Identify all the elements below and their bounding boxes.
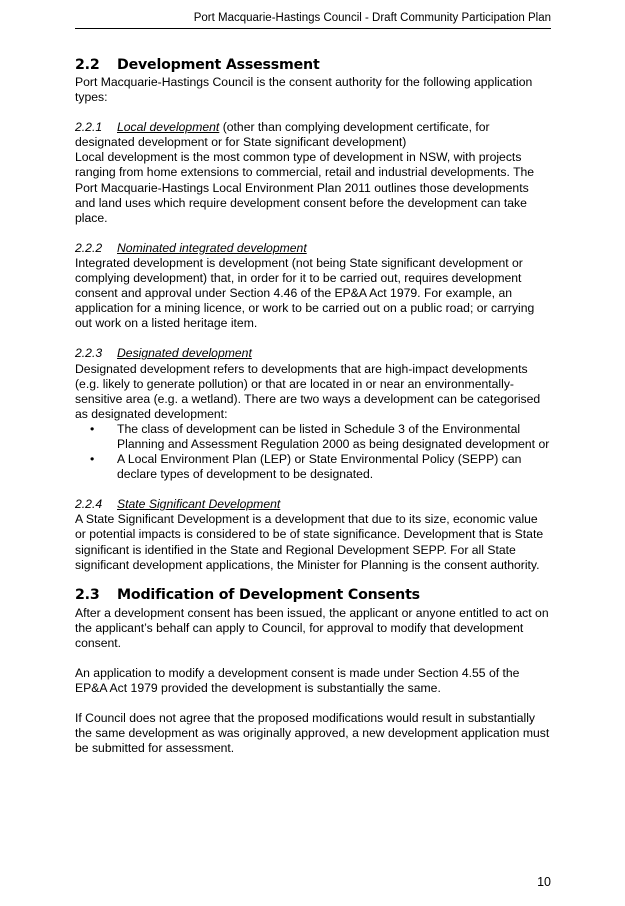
subsection-title: Local development — [117, 120, 220, 135]
bullet-symbol: • — [90, 452, 95, 467]
page-content — [75, 55, 551, 756]
section-title: Development Assessment — [117, 57, 320, 73]
subsection-title: State Significant Development — [117, 497, 281, 512]
bullet-text: The class of development can be listed in Schedule 3 of the Environmental Planning and Assessment Regulation 2000 as being designated development or — [117, 421, 550, 451]
subsection-body: Designated development refers to developments that are high-impact developments (e.g. likely to generate pollution) or that are located in or near an environmentally-sensitive area (e.g. a wetland). There are two ways a development can be categorised as designated development: — [75, 361, 541, 421]
subsection-body: Integrated development is development (not being State significant development or complying development) that, in order for it to be carried out, requires development consent and approval under Section 4.46 of the EP&A Act 1979. For example, an application for a mining licence, or work to be carried out on a public road; or carrying out work on a listed heritage item. — [75, 255, 535, 331]
section-paragraph: After a development consent has been issued, the applicant or anyone entitled to act on the applicant’s behalf can apply to Council, for approval to modify that development consent. — [75, 605, 549, 650]
section-heading-2-2 — [75, 55, 551, 75]
subsection-title: Nominated integrated development — [117, 240, 307, 255]
page-number: 10 — [537, 875, 551, 889]
header-rule — [75, 28, 551, 29]
section-paragraph: If Council does not agree that the proposed modifications would result in substantially the same development as was originally approved, a new development application must be submitted for assessment. — [75, 711, 550, 756]
subsection-body: Local development is the most common type of development in NSW, with projects ranging from home extensions to commercial, retail and industrial developments. The Port Macquarie-Hastings Local Environment Plan 2011 outlines those developments and land uses which require development consent before the development can take place. — [75, 150, 535, 225]
bullet-item — [75, 422, 551, 452]
subsection-number: 2.2.2 — [75, 240, 103, 255]
bullet-text: A Local Environment Plan (LEP) or State Environmental Policy (SEPP) can declare types of development to be designated. — [117, 452, 522, 482]
subsection-title-suffix: (other than complying development certificate, for designated development or for State significant development) — [75, 120, 490, 150]
subsection-heading-2-2-1 — [75, 120, 551, 150]
subsection-body: A State Significant Development is a development that due to its size, economic value or potential impacts is considered to be of state significance. Development that is State significant is identified in the State and Regional Development SEPP. For all State significant development applications, the Minister for Planning is the consent authority. — [75, 512, 544, 572]
bullet-symbol: • — [90, 421, 95, 436]
bullet-item — [75, 452, 551, 482]
subsection-heading-2-2-2 — [75, 241, 551, 256]
subsection-number: 2.2.3 — [75, 346, 103, 361]
running-header: Port Macquarie-Hastings Council - Draft Community Participation Plan — [193, 12, 551, 24]
subsection-heading-2-2-4 — [75, 497, 551, 512]
section-heading-2-3 — [75, 585, 551, 605]
subsection-title: Designated development — [117, 346, 252, 361]
bullet-list — [75, 422, 551, 482]
subsection-number: 2.2.1 — [75, 120, 103, 135]
section-title: Modification of Development Consents — [117, 586, 420, 603]
subsection-number: 2.2.4 — [75, 497, 103, 512]
section-intro: Port Macquarie-Hastings Council is the consent authority for the following application types: — [75, 75, 533, 105]
section-number: 2.3 — [75, 586, 100, 603]
subsection-heading-2-2-3 — [75, 346, 551, 361]
section-paragraph: An application to modify a development consent is made under Section 4.55 of the EP&A Act 1979 provided the development is substantially the same. — [75, 666, 520, 696]
section-number: 2.2 — [75, 57, 100, 73]
